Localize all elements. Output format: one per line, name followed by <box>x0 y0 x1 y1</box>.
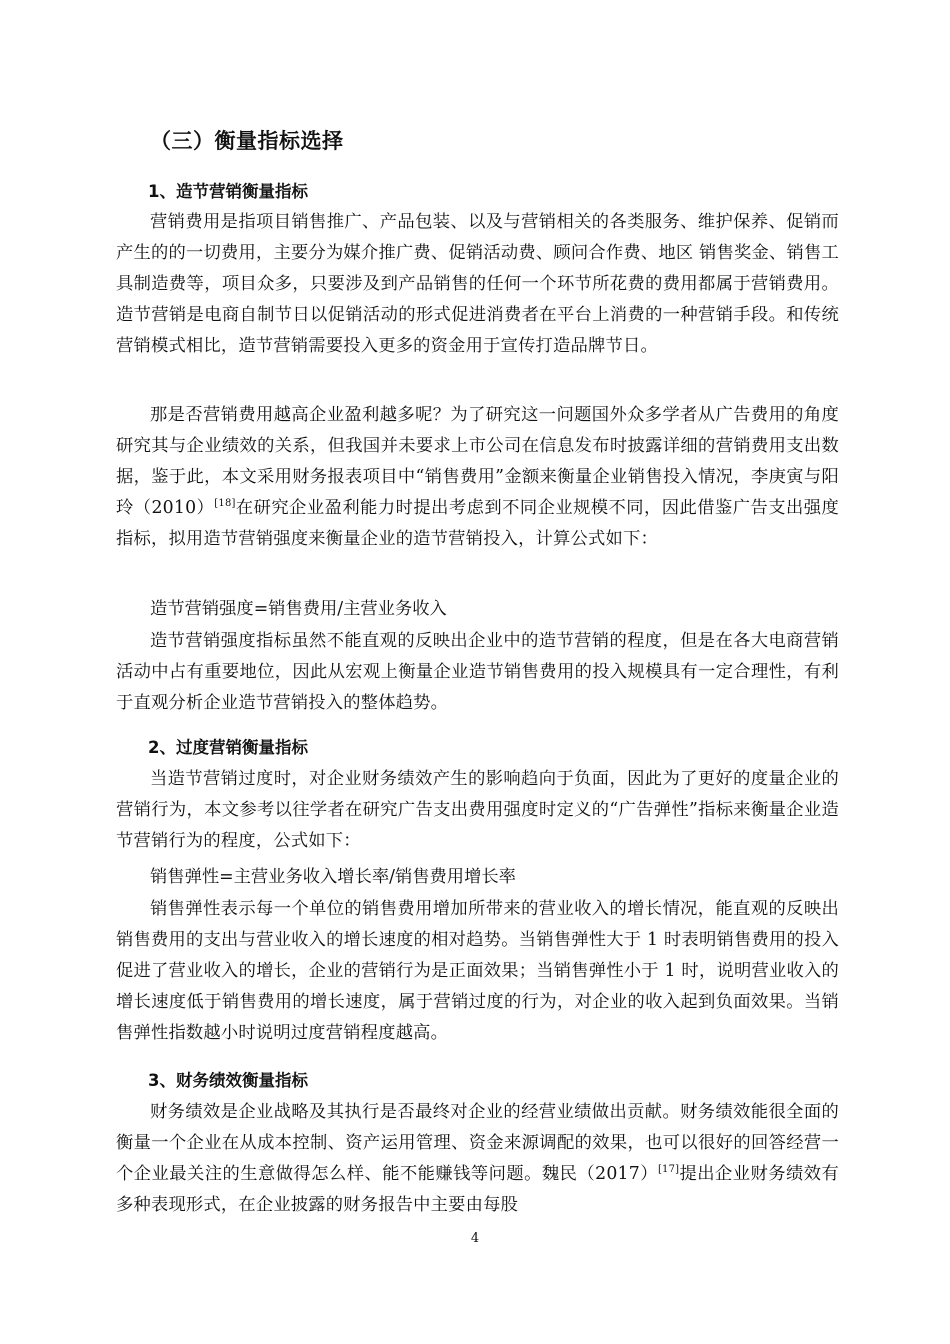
paragraph-over-marketing: 当造节营销过度时，对企业财务绩效产生的影响趋向于负面，因此为了更好的度量企业的营销行为，本文参考以往学者在研究广告支出费用强度时定义的“广告弹性”指标来衡量企业造节营销行为的程度，公式如下： <box>116 769 839 851</box>
paragraph-financial-performance <box>116 1097 839 1221</box>
citation-ref: [17] <box>657 1164 680 1175</box>
subsection-title-1: 1、造节营销衡量指标 <box>148 182 308 201</box>
section-title: （三）衡量指标选择 <box>150 129 344 153</box>
paragraph-intensity-explanation: 造节营销强度指标虽然不能直观的反映出企业中的造节营销的程度，但是在各大电商营销活动中占有重要地位，因此从宏观上衡量企业造节销售费用的投入规模具有一定合理性，有利于直观分析企业造节营销投入的整体趋势。 <box>116 631 839 713</box>
paragraph-text: 财务绩效是企业战略及其执行是否最终对企业的经营业绩做出贡献。财务绩效能很全面的衡量一个企业在从成本控制、资产运用管理、资金来源调配的效果，也可以很好的回答经营一个企业最关注的生意做得怎么样、能不能赚钱等问题。魏民（2017） <box>116 1102 839 1184</box>
paragraph-marketing-intensity <box>116 400 839 555</box>
page-number: 4 <box>470 1231 480 1246</box>
subsection-title-2: 2、过度营销衡量指标 <box>148 738 308 757</box>
formula-marketing-intensity: 造节营销强度=销售费用/主营业务收入 <box>150 599 447 619</box>
paragraph-text: 那是否营销费用越高企业盈利越多呢？为了研究这一问题国外众多学者从广告费用的角度研究其与企业绩效的关系，但我国并未要求上市公司在信息发布时披露详细的营销费用支出数据，鉴于此，本文采用财务报表项目中“销售费用”金额来衡量企业销售投入情况，李庚寅与阳玲（2010） <box>116 405 839 518</box>
paragraph-elasticity-explanation: 销售弹性表示每一个单位的销售费用增加所带来的营业收入的增长情况，能直观的反映出销售费用的支出与营业收入的增长速度的相对趋势。当销售弹性大于 1 时表明销售费用的投入促进了营业收入的增长，企业的营销行为是正面效果；当销售弹性小于 1 时，说明营业收入的增长速度低于销售费用的增长速度，属于营销过度的行为，对企业的收入起到负面效果。当销售弹性指数越小时说明过度营销程度越高。 <box>116 899 839 1043</box>
paragraph-marketing-expense: 营销费用是指项目销售推广、产品包装、以及与营销相关的各类服务、维护保养、促销而产生的的一切费用，主要分为媒介推广费、促销活动费、顾问合作费、地区 销售奖金、销售工具制造费等，项目众多，只要涉及到产品销售的任何一个环节所花费的费用都属于营销费用。造节营销是电商自制节日以促销活动的形式促进消费者在平台上消费的一种营销手段。和传统营销模式相比，造节营销需要投入更多的资金用于宣传打造品牌节日。 <box>116 212 839 356</box>
paragraph-text: 在研究企业盈利能力时提出考虑到不同企业规模不同，因此借鉴广告支出强度指标，拟用造节营销强度来衡量企业的造节营销投入，计算公式如下： <box>116 498 839 549</box>
paragraph-text: 提出企业财务绩效有多种表现形式，在企业披露的财务报告中主要由每股 <box>116 1164 839 1215</box>
subsection-title-3: 3、财务绩效衡量指标 <box>148 1071 308 1090</box>
citation-ref: [18] <box>214 498 236 509</box>
formula-sales-elasticity: 销售弹性=主营业务收入增长率/销售费用增长率 <box>150 867 516 887</box>
